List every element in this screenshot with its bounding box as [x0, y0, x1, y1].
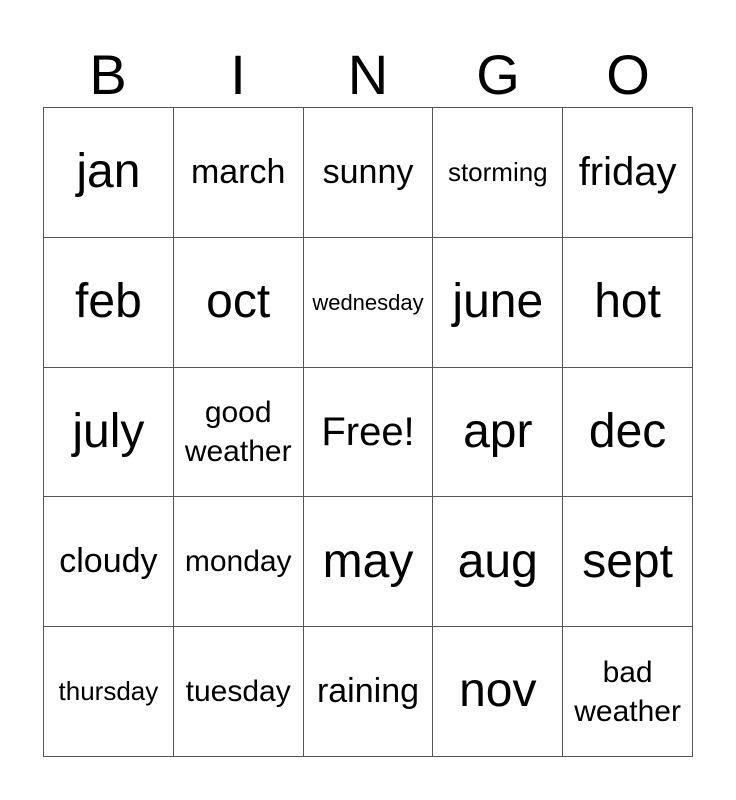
bingo-cell[interactable]: [44, 627, 174, 757]
bingo-cell[interactable]: [304, 108, 434, 238]
bingo-cell[interactable]: [304, 497, 434, 627]
cell-label: nov: [459, 664, 537, 718]
bingo-cell[interactable]: [44, 497, 174, 627]
cell-label: thursday: [58, 675, 159, 706]
bingo-cell[interactable]: [563, 108, 693, 238]
cell-label: sept: [582, 534, 673, 588]
bingo-cell[interactable]: [563, 238, 693, 368]
cell-label: may: [322, 534, 414, 588]
cell-label: raining: [316, 671, 420, 710]
bingo-cell[interactable]: [433, 497, 563, 627]
bingo-cell[interactable]: [304, 627, 434, 757]
cell-label: storming: [447, 156, 548, 187]
bingo-cell[interactable]: [174, 108, 304, 238]
bingo-cell[interactable]: [174, 627, 304, 757]
bingo-header: [43, 44, 693, 106]
cell-label: july: [72, 404, 145, 458]
cell-label: june: [452, 275, 544, 328]
bingo-cell[interactable]: [563, 627, 693, 757]
bingo-cell[interactable]: [44, 108, 174, 238]
bingo-cell[interactable]: [304, 238, 434, 368]
cell-label: oct: [206, 275, 271, 328]
bingo-cell[interactable]: [433, 368, 563, 498]
cell-label: cloudy: [59, 541, 158, 580]
cell-label: aug: [457, 534, 538, 588]
bingo-cell[interactable]: [174, 368, 304, 498]
cell-label: sunny: [322, 152, 414, 191]
cell-label: dec: [588, 404, 667, 458]
bingo-cell[interactable]: [304, 368, 434, 498]
cell-label: friday: [578, 150, 677, 195]
bingo-cell[interactable]: [174, 238, 304, 368]
bingo-cell[interactable]: [44, 238, 174, 368]
cell-label: good weather: [184, 395, 292, 468]
cell-label: feb: [75, 275, 142, 328]
header-letter-n: N: [347, 43, 389, 106]
header-letter-g: G: [476, 43, 520, 106]
bingo-cell[interactable]: [44, 368, 174, 498]
bingo-cell[interactable]: [433, 238, 563, 368]
cell-label: Free!: [321, 409, 415, 454]
bingo-cell[interactable]: [433, 627, 563, 757]
bingo-cell[interactable]: [433, 108, 563, 238]
bingo-cell[interactable]: [563, 368, 693, 498]
cell-label: tuesday: [185, 674, 291, 708]
cell-label: jan: [76, 145, 141, 199]
bingo-board: [43, 107, 693, 757]
cell-label: bad weather: [574, 655, 681, 728]
header-letter-i: I: [230, 43, 246, 106]
cell-label: wednesday: [312, 289, 424, 315]
bingo-cell[interactable]: [563, 497, 693, 627]
bingo-cell[interactable]: [174, 497, 304, 627]
cell-label: march: [190, 152, 286, 191]
cell-label: monday: [184, 545, 292, 579]
cell-label: apr: [463, 404, 533, 458]
cell-label: hot: [594, 275, 661, 328]
header-letter-o: O: [606, 43, 650, 106]
header-letter-b: B: [89, 43, 127, 106]
